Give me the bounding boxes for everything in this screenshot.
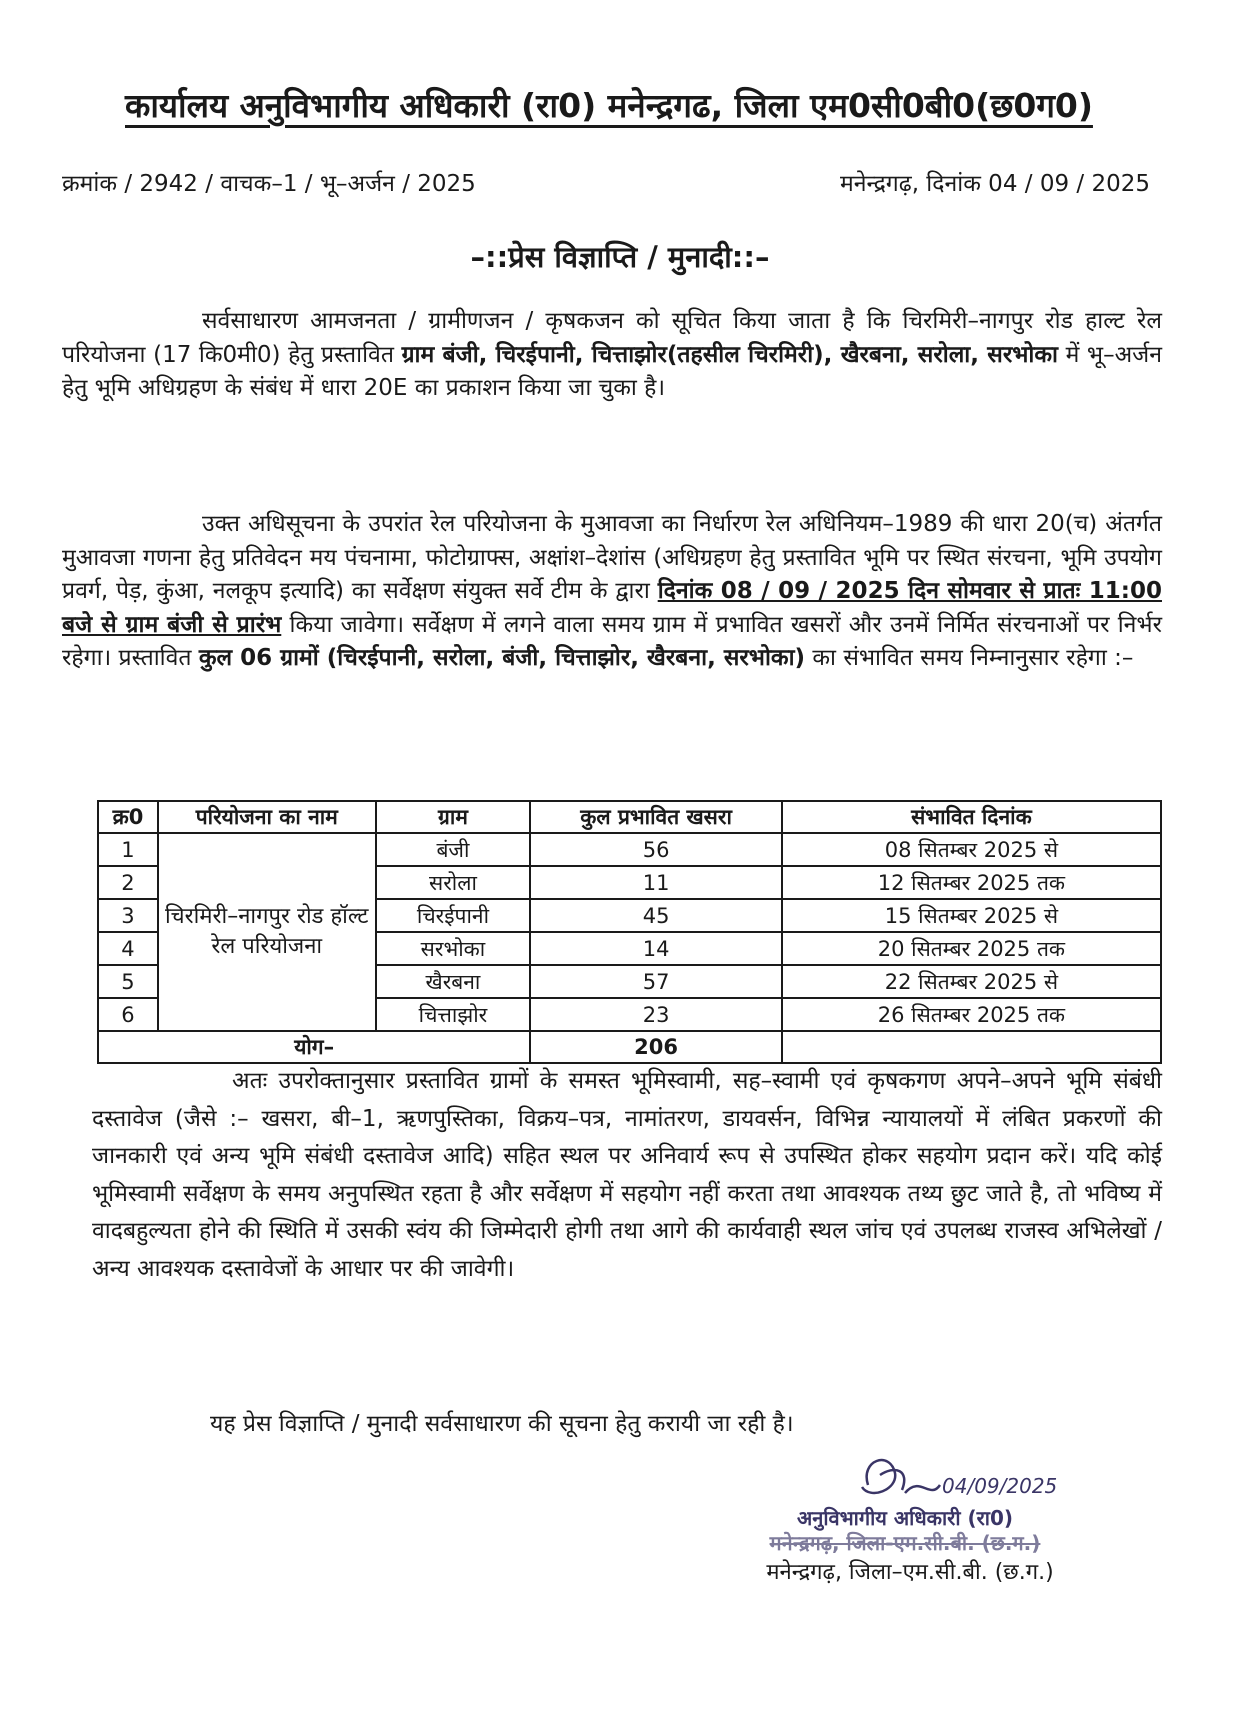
para2-survey-start: दिनांक 08 / 09 / 2025 दिन सोमवार से प्रातः 11:00 बजे से ग्राम बंजी से प्रारंभ (62, 578, 1162, 638)
signature-date: 04/09/2025 (942, 1474, 1058, 1498)
date-to-cell: 12 सितम्बर 2025 तक (782, 866, 1161, 899)
khasra-cell: 11 (530, 866, 781, 899)
para3-text: अतः उपरोक्तानुसार प्रस्तावित ग्रामों के समस्त भूमिस्वामी, सह–स्वामी एवं कृषकगण अपने–अपने भूमि संबंधी दस्तावेज (जैसे :– खसरा, बी–1, ऋणपुस्तिका, विक्रय–पत्र, नामांतरण, डायवर्सन, विभिन्न न्यायालयों में लंबित प्रकरणों की जानकारी एवं अन्य भूमि संबंधी दस्तावेज आदि) सहित स्थल पर अनिवार्य रूप से उपस्थित होकर सहयोग प्रदान करें। यदि कोई भूमिस्वामी सर्वेक्षण के समय अनुपस्थित रहता है और सर्वेक्षण में सहयोग नहीं करता तथा आवश्यक तथ्य छुट जाते है, तो भविष्य में वादबहुल्यता होने की स्थिति में उसकी स्वंय की जिम्मेदारी होगी तथा आगे की कार्यवाही स्थल जांच एवं उपलब्ध राजस्व अभिलेखों / अन्य आवश्यक दस्तावेजों के आधार पर की जावेगी। (92, 1068, 1162, 1282)
stamp-line-2: मनेन्द्रगढ़, जिला-एम.सी.बी. (छ.ग.) (769, 1531, 1041, 1555)
serial-cell: 3 (98, 899, 158, 932)
serial-cell: 1 (98, 833, 158, 866)
khasra-cell: 14 (530, 932, 781, 965)
paragraph-notification (62, 305, 1162, 406)
total-value: 206 (530, 1031, 781, 1063)
khasra-cell: 57 (530, 965, 781, 998)
para2-text-a: उक्त अधिसूचना के उपरांत रेल परियोजना के मुआवजा का निर्धारण रेल अधिनियम–1989 की धारा 20(च) अंतर्गत मुआवजा गणना हेतु प्रतिवेदन मय पंचनामा, फोटोग्राफ्स, अक्षांश–देशांस (अधिग्रहण हेतु प्रस्तावित भूमि पर स्थित संरचना, भूमि उपयोग प्रवर्ग, पेड़, कुंआ, नलकूप इत्यादि) का सर्वेक्षण संयुक्त सर्वे टीम के द्वारा (62, 511, 1162, 604)
village-cell: बंजी (376, 833, 531, 866)
khasra-cell: 45 (530, 899, 781, 932)
date-from-cell: 15 सितम्बर 2025 से (782, 899, 1161, 932)
date-from-cell: 22 सितम्बर 2025 से (782, 965, 1161, 998)
khasra-cell: 23 (530, 998, 781, 1031)
para4-text: यह प्रेस विज्ञाप्ति / मुनादी सर्वसाधारण की सूचना हेतु करायी जा रही है। (210, 1411, 794, 1437)
para2-text-c: का संभावित समय निम्नानुसार रहेगा :– (805, 645, 1134, 671)
paragraph-survey (62, 508, 1162, 676)
table-row (98, 833, 1161, 866)
total-label: योग– (98, 1031, 530, 1063)
officer-location: मनेन्द्रगढ़, जिला–एम.सी.बी. (छ.ग.) (766, 1560, 1054, 1585)
total-empty-cell (782, 1031, 1161, 1063)
office-header: कार्यालय अनुविभागीय अधिकारी (रा0) मनेन्द्रगढ, जिला एम0सी0बी0(छ0ग0) (125, 86, 1093, 125)
paragraph-instructions (92, 1063, 1162, 1288)
khasra-cell: 56 (530, 833, 781, 866)
header-project: परियोजना का नाम (158, 801, 376, 833)
header-serial: क्र0 (98, 801, 158, 833)
para2-villages: कुल 06 ग्रामों (चिरईपानी, सरोला, बंजी, चित्ताझोर, खैरबना, सरभोका) (198, 645, 806, 671)
date-to-cell: 26 सितम्बर 2025 तक (782, 998, 1161, 1031)
project-name-cell: चिरमिरी–नागपुर रोड हॉल्ट रेल परियोजना (158, 833, 376, 1031)
survey-schedule-table (97, 800, 1162, 1064)
notice-title: –::प्रेस विज्ञाप्ति / मुनादी::– (470, 240, 770, 274)
paragraph-closing (210, 1408, 1110, 1442)
official-stamp (745, 1506, 1065, 1556)
serial-cell: 4 (98, 932, 158, 965)
village-cell: सरभोका (376, 932, 531, 965)
village-cell: चित्ताझोर (376, 998, 531, 1031)
serial-cell: 5 (98, 965, 158, 998)
place-date: मनेन्द्रगढ़, दिनांक 04 / 09 / 2025 (839, 171, 1150, 197)
reference-number: क्रमांक / 2942 / वाचक–1 / भू–अर्जन / 2025 (62, 171, 476, 197)
serial-cell: 2 (98, 866, 158, 899)
para1-text-b: में भू–अर्जन हेतु भूमि अधिग्रहण के संबंध में धारा 20E का प्रकाशन किया जा चुका है। (62, 341, 1162, 401)
serial-cell: 6 (98, 998, 158, 1031)
date-to-cell: 20 सितम्बर 2025 तक (782, 932, 1161, 965)
para1-villages: ग्राम बंजी, चिरईपानी, चित्ताझोर(तहसील चिरमिरी), खैरबना, सरोला, सरभोका (401, 341, 1058, 368)
header-village: ग्राम (376, 801, 531, 833)
para2-text-b: किया जावेगा। सर्वेक्षण में लगने वाला समय ग्राम में प्रभावित खसरों और उनमें निर्मित संरचनाओं पर निर्भर रहेगा। प्रस्तावित (62, 611, 1162, 671)
date-from-cell: 08 सितम्बर 2025 से (782, 833, 1161, 866)
header-date: संभावित दिनांक (782, 801, 1161, 833)
para1-text-a: सर्वसाधारण आमजनता / ग्रामीणजन / कृषकजन को सूचित किया जाता है कि चिरमिरी–नागपुर रोड हाल्ट रेल परियोजना (17 कि0मी0) हेतु प्रस्तावित (62, 308, 1162, 368)
village-cell: खैरबना (376, 965, 531, 998)
village-cell: चिरईपानी (376, 899, 531, 932)
village-cell: सरोला (376, 866, 531, 899)
total-row (98, 1031, 1161, 1063)
table-header-row (98, 801, 1161, 833)
header-khasra: कुल प्रभावित खसरा (530, 801, 781, 833)
stamp-line-1: अनुविभागीय अधिकारी (रा0) (796, 1506, 1014, 1530)
